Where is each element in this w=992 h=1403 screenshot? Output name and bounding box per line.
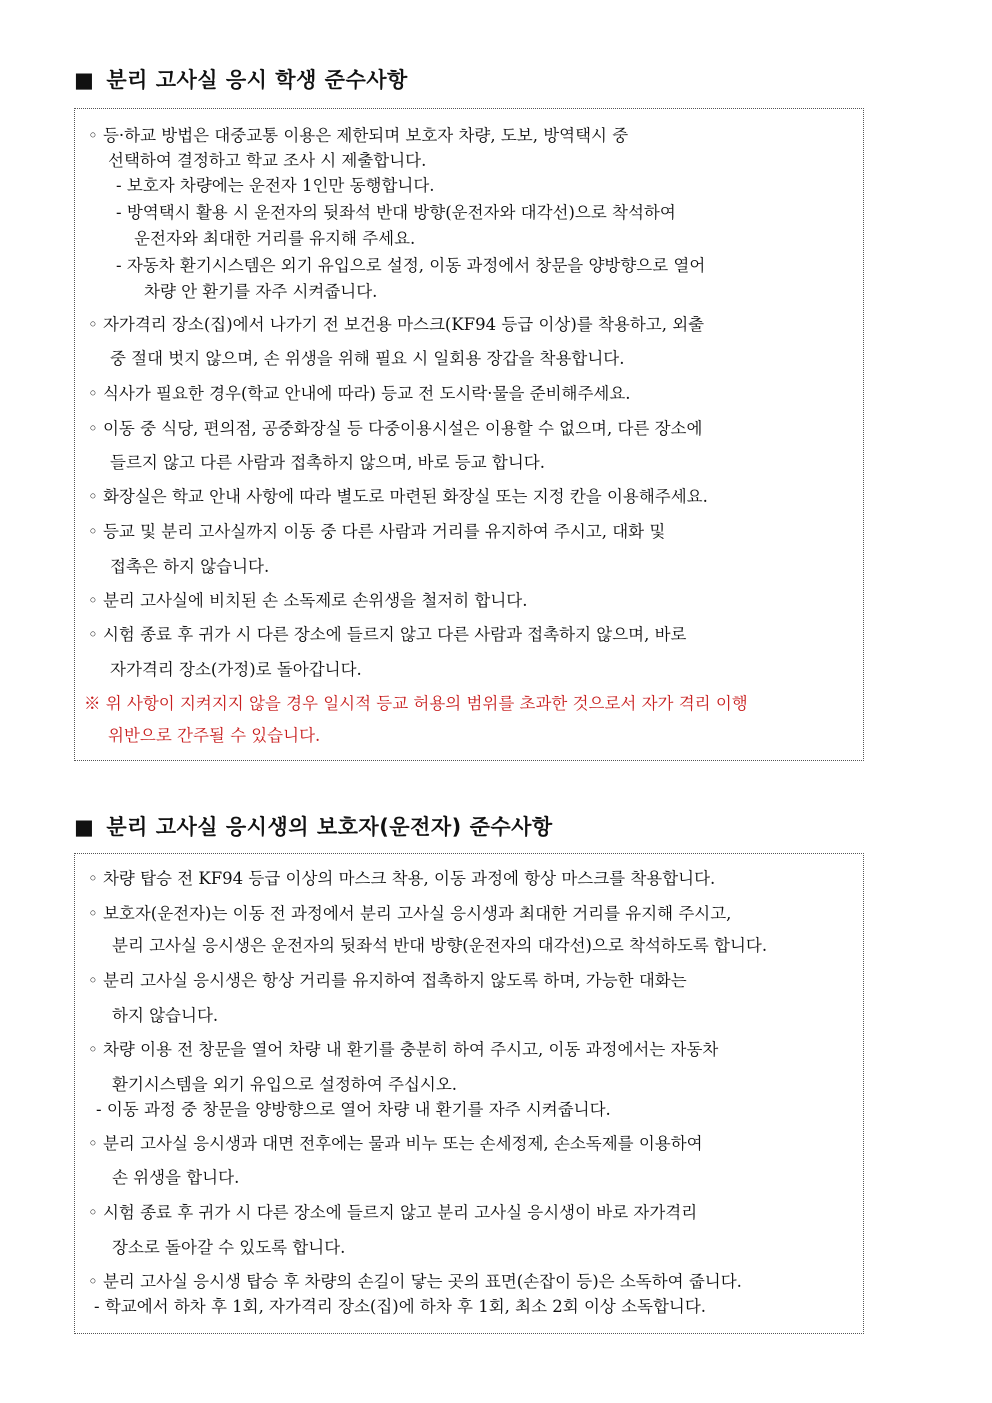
s1-warning-line-1: ※ 위 사항이 지켜지지 않을 경우 일시적 등교 허용의 범위를 초과한 것으로서 자가 격리 이행 xyxy=(84,694,748,713)
s2-line-3: 분리 고사실 응시생은 운전자의 뒷좌석 반대 방향(운전자의 대각선)으로 착석하도록 합니다. xyxy=(112,936,768,955)
s1-line-7: 차량 안 환기를 자주 시켜줍니다. xyxy=(144,282,378,301)
s2-line-11: ◦ 시험 종료 후 귀가 시 다른 장소에 들르지 않고 분리 고사실 응시생이 바로 자가격리 xyxy=(88,1203,698,1222)
s1-line-10: ◦ 식사가 필요한 경우(학교 안내에 따라) 등교 전 도시락·물을 준비해주세요. xyxy=(88,384,631,403)
s1-line-8: ◦ 자가격리 장소(집)에서 나가기 전 보건용 마스크(KF94 등급 이상)를 착용하고, 외출 xyxy=(88,315,705,334)
s1-line-13: ◦ 화장실은 학교 안내 사항에 따라 별도로 마련된 화장실 또는 지정 칸을 이용해주세요. xyxy=(88,487,708,506)
section-1-heading xyxy=(74,64,408,94)
s2-line-4: ◦ 분리 고사실 응시생은 항상 거리를 유지하여 접촉하지 않도록 하며, 가능한 대화는 xyxy=(88,971,687,990)
s2-line-1: ◦ 차량 탑승 전 KF94 등급 이상의 마스크 착용, 이동 과정에 항상 마스크를 착용합니다. xyxy=(88,869,716,888)
s2-line-2: ◦ 보호자(운전자)는 이동 전 과정에서 분리 고사실 응시생과 최대한 거리를 유지해 주시고, xyxy=(88,904,732,923)
s2-line-7: 환기시스템을 외기 유입으로 설정하여 주십시오. xyxy=(112,1075,458,1094)
s1-line-16: ◦ 분리 고사실에 비치된 손 소독제로 손위생을 철저히 합니다. xyxy=(88,591,528,610)
s2-line-14: - 학교에서 하차 후 1회, 자가격리 장소(집)에 하차 후 1회, 최소 2회 이상 소독합니다. xyxy=(94,1297,707,1316)
s2-line-8: - 이동 과정 중 창문을 양방향으로 열어 차량 내 환기를 자주 시켜줍니다. xyxy=(96,1100,611,1119)
s1-line-14: ◦ 등교 및 분리 고사실까지 이동 중 다른 사람과 거리를 유지하여 주시고, 대화 및 xyxy=(88,522,666,541)
section-2-title: 분리 고사실 응시생의 보호자(운전자) 준수사항 xyxy=(106,815,553,839)
s2-line-9: ◦ 분리 고사실 응시생과 대면 전후에는 물과 비누 또는 손세정제, 손소독제를 이용하여 xyxy=(88,1134,703,1153)
s1-line-4: - 방역택시 활용 시 운전자의 뒷좌석 반대 방향(운전자와 대각선)으로 착석하여 xyxy=(116,203,676,222)
s1-line-17: ◦ 시험 종료 후 귀가 시 다른 장소에 들르지 않고 다른 사람과 접촉하지 않으며, 바로 xyxy=(88,625,687,644)
s1-line-18: 자가격리 장소(가정)로 돌아갑니다. xyxy=(110,660,362,679)
square-bullet-icon: ■ xyxy=(74,815,95,839)
s1-line-15: 접촉은 하지 않습니다. xyxy=(110,557,270,576)
s1-line-3: - 보호자 차량에는 운전자 1인만 동행합니다. xyxy=(116,176,435,195)
section-2-heading xyxy=(74,811,553,841)
s1-line-12: 들르지 않고 다른 사람과 접촉하지 않으며, 바로 등교 합니다. xyxy=(110,453,545,472)
s1-warning-line-2: 위반으로 간주될 수 있습니다. xyxy=(108,726,321,745)
s1-line-5: 운전자와 최대한 거리를 유지해 주세요. xyxy=(134,229,416,248)
s1-line-1: ◦ 등·하교 방법은 대중교통 이용은 제한되며 보호자 차량, 도보, 방역택시 중 xyxy=(88,126,629,145)
s1-line-9: 중 절대 벗지 않으며, 손 위생을 위해 필요 시 일회용 장갑을 착용합니다. xyxy=(110,349,625,368)
s1-line-6: - 자동차 환기시스템은 외기 유입으로 설정, 이동 과정에서 창문을 양방향으로 열어 xyxy=(116,256,706,275)
section-1-title: 분리 고사실 응시 학생 준수사항 xyxy=(106,68,408,92)
square-bullet-icon: ■ xyxy=(74,68,95,92)
s2-line-5: 하지 않습니다. xyxy=(112,1006,219,1025)
s1-line-2: 선택하여 결정하고 학교 조사 시 제출합니다. xyxy=(108,151,427,170)
s2-line-6: ◦ 차량 이용 전 창문을 열어 차량 내 환기를 충분히 하여 주시고, 이동 과정에서는 자동차 xyxy=(88,1040,719,1059)
s2-line-13: ◦ 분리 고사실 응시생 탑승 후 차량의 손길이 닿는 곳의 표면(손잡이 등)은 소독하여 줍니다. xyxy=(88,1272,742,1291)
s2-line-10: 손 위생을 합니다. xyxy=(112,1168,240,1187)
s1-line-11: ◦ 이동 중 식당, 편의점, 공중화장실 등 다중이용시설은 이용할 수 없으며, 다른 장소에 xyxy=(88,419,703,438)
s2-line-12: 장소로 돌아갈 수 있도록 합니다. xyxy=(112,1238,346,1257)
